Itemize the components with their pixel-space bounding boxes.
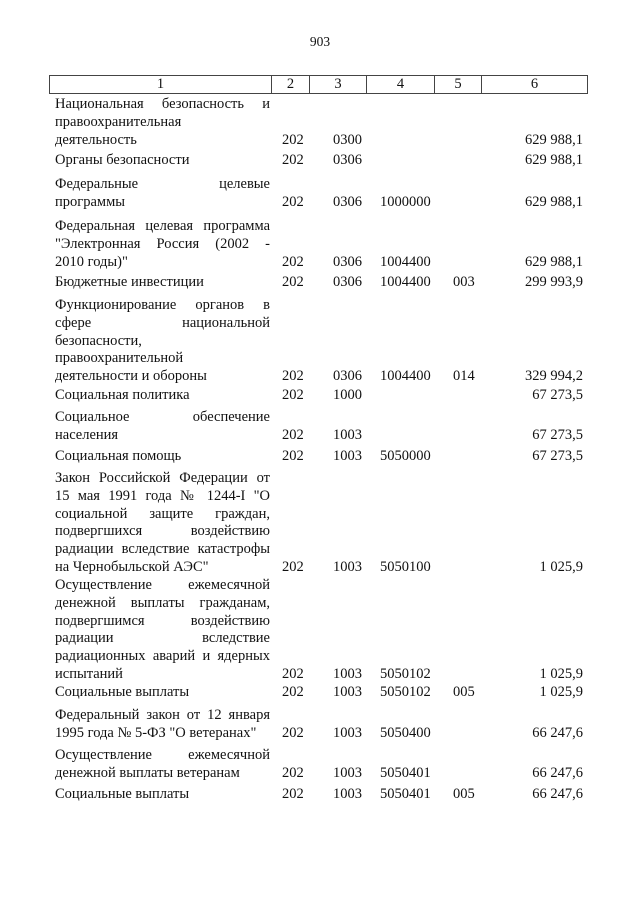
cell-col-6: 629 988,1 (525, 152, 583, 168)
cell-col-6: 66 247,6 (532, 724, 583, 741)
cell-col-3: 1003 (333, 764, 362, 781)
description-line: 1995 года № 5-ФЗ "О ветеранах" (55, 724, 257, 741)
row-description (55, 470, 270, 577)
description-line: радиационных аварий и ядерных (55, 648, 270, 665)
description-line: 15 мая 1991 года № 1244-I "О (55, 487, 270, 504)
row-description (55, 409, 270, 445)
row-description (55, 786, 270, 804)
description-line: денежной выплаты ветеранам (55, 764, 240, 781)
cell-col-3: 0306 (333, 368, 362, 385)
description-line: программы (55, 193, 125, 210)
cell-col-6: 1 025,9 (539, 559, 583, 575)
cell-col-6: 329 994,2 (525, 368, 583, 385)
description-line: Бюджетные инвестиции (55, 274, 204, 290)
cell-col-6: 67 273,5 (532, 426, 583, 443)
cell-col-3: 1003 (333, 684, 362, 700)
cell-col-4: 5050401 (380, 786, 431, 802)
description-line: Социальные выплаты (55, 786, 190, 802)
description-line: правоохранительной (55, 350, 184, 367)
cell-col-6: 629 988,1 (525, 131, 583, 148)
description-line: деятельности и обороны (55, 368, 207, 385)
cell-col-2: 202 (282, 724, 304, 741)
cell-col-6: 299 993,9 (525, 274, 583, 290)
description-line: подвергшихся воздействию (55, 523, 270, 540)
cell-col-2: 202 (282, 448, 304, 464)
cell-col-6: 67 273,5 (532, 448, 583, 464)
description-line: Социальная политика (55, 387, 190, 403)
description-line: Социальные выплаты (55, 684, 190, 700)
cell-col-4: 5050102 (380, 666, 431, 682)
cell-col-2: 202 (282, 786, 304, 802)
row-description (55, 684, 270, 702)
row-description (55, 176, 270, 212)
row-description (55, 387, 270, 405)
description-line: на Чернобыльской АЭС" (55, 558, 209, 575)
description-line: правоохранительная (55, 113, 182, 130)
cell-col-3: 1003 (333, 448, 362, 464)
column-header-5: 5 (435, 76, 482, 94)
description-line: Закон Российской Федерации от (55, 470, 270, 486)
cell-col-3: 1003 (333, 786, 362, 802)
cell-col-3: 0306 (333, 253, 362, 270)
description-line: Органы безопасности (55, 152, 190, 168)
description-line: Функционирование органов в (55, 297, 270, 313)
row-description (55, 707, 270, 743)
cell-col-3: 1003 (333, 559, 362, 575)
cell-col-3: 1000 (333, 387, 362, 403)
cell-col-2: 202 (282, 253, 304, 270)
cell-col-6: 66 247,6 (532, 786, 583, 802)
row-description (55, 297, 270, 386)
description-line: Федеральная целевая программа (55, 218, 270, 234)
cell-col-2: 202 (282, 684, 304, 700)
description-line: населения (55, 426, 119, 443)
cell-col-5: 005 (453, 786, 475, 802)
cell-col-5: 014 (453, 368, 475, 385)
cell-col-3: 0306 (333, 274, 362, 290)
description-line: радиации вследствие катастрофы (55, 541, 270, 558)
description-line: сфере национальной (55, 314, 270, 331)
cell-col-3: 1003 (333, 426, 362, 443)
row-description (55, 96, 270, 149)
description-line: радиации вследствие (55, 630, 270, 647)
description-line: Федеральный закон от 12 января (55, 707, 270, 723)
row-description (55, 274, 270, 292)
cell-col-4: 5050400 (380, 724, 431, 741)
description-line: Социальная помощь (55, 448, 182, 464)
column-header-4: 4 (367, 76, 435, 94)
cell-col-3: 0306 (333, 193, 362, 210)
cell-col-2: 202 (282, 426, 304, 443)
description-line: денежной выплаты гражданам, (55, 594, 270, 611)
cell-col-2: 202 (282, 666, 304, 682)
cell-col-5: 005 (453, 684, 475, 700)
cell-col-2: 202 (282, 152, 304, 168)
cell-col-3: 0306 (333, 152, 362, 168)
cell-col-2: 202 (282, 368, 304, 385)
cell-col-6: 629 988,1 (525, 193, 583, 210)
cell-col-2: 202 (282, 274, 304, 290)
cell-col-4: 1004400 (380, 274, 431, 290)
cell-col-4: 1000000 (380, 193, 431, 210)
cell-col-2: 202 (282, 764, 304, 781)
description-line: Национальная безопасность и (55, 96, 270, 112)
column-header-table (49, 75, 588, 94)
column-header-6: 6 (482, 76, 588, 94)
cell-col-3: 0300 (333, 131, 362, 148)
cell-col-2: 202 (282, 559, 304, 575)
row-description (55, 747, 270, 783)
cell-col-4: 5050100 (380, 559, 431, 575)
cell-col-5: 003 (453, 274, 475, 290)
row-description (55, 577, 270, 684)
cell-col-4: 5050102 (380, 684, 431, 700)
cell-col-2: 202 (282, 387, 304, 403)
cell-col-4: 5050000 (380, 448, 431, 464)
cell-col-4: 1004400 (380, 253, 431, 270)
column-header-2: 2 (272, 76, 310, 94)
cell-col-6: 1 025,9 (539, 684, 583, 700)
column-header-3: 3 (310, 76, 367, 94)
description-line: Социальное обеспечение (55, 409, 270, 425)
column-header-1: 1 (50, 76, 272, 94)
description-line: Осуществление ежемесячной (55, 577, 270, 593)
cell-col-3: 1003 (333, 666, 362, 682)
page-number: 903 (309, 34, 331, 49)
cell-col-2: 202 (282, 193, 304, 210)
description-line: 2010 годы)" (55, 253, 128, 270)
cell-col-4: 1004400 (380, 368, 431, 385)
description-line: "Электронная Россия (2002 - (55, 235, 270, 252)
description-line: безопасности, (55, 332, 142, 349)
description-line: Осуществление ежемесячной (55, 747, 270, 763)
cell-col-6: 1 025,9 (539, 666, 583, 682)
description-line: социальной защите граждан, (55, 505, 270, 522)
cell-col-6: 67 273,5 (532, 387, 583, 403)
row-description (55, 448, 270, 466)
cell-col-6: 629 988,1 (525, 253, 583, 270)
description-line: деятельность (55, 131, 137, 148)
description-line: подвергшимся воздействию (55, 612, 270, 629)
cell-col-4: 5050401 (380, 764, 431, 781)
description-line: испытаний (55, 665, 123, 682)
description-line: Федеральные целевые (55, 176, 270, 192)
row-description (55, 218, 270, 271)
row-description (55, 152, 270, 170)
cell-col-3: 1003 (333, 724, 362, 741)
cell-col-6: 66 247,6 (532, 764, 583, 781)
cell-col-2: 202 (282, 131, 304, 148)
